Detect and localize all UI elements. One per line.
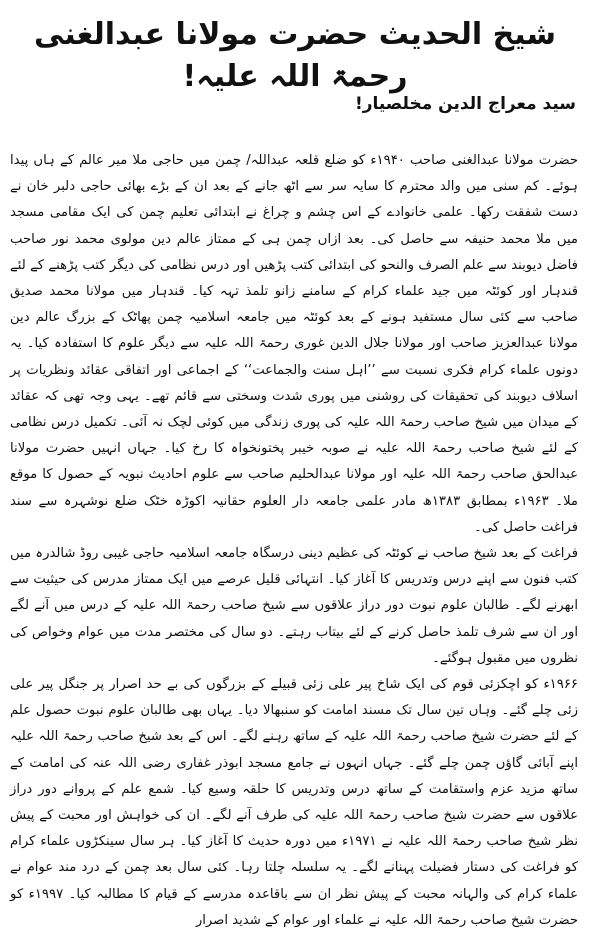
article-paragraph-1: حضرت مولانا عبدالغنی صاحب ۱۹۴۰ء کو ضلع قلعہ عبداللہ/ چمن میں حاجی ملا میر عالم کے ہاں پیدا ہوئے۔ کم سنی میں والد محترم کا سایہ سر سے اٹھ جانے کے بعد ان کے بڑے بھائی حاجی دلبر خان نے دست شفقت رکھا۔ علمی خانوادے کے اس چشم و چراغ نے ابتدائی تعلیم چمن کی ایک مقامی مسجد میں ملا محمد حنیفہ سے حاصل کی۔ بعد ازاں چمن ہی کے ممتاز عالم دین مولوی محمد نور صاحب فاضل دیوبند سے علم الصرف والنحو کی ابتدائی کتب پڑھیں اور درس نظامی کی دیگر کتب پڑھنے کے لئے قندہار اور کوئٹہ میں جید علماء کرام کے سامنے زانو تلمذ تہہ کیا۔ قندہار میں مولانا محمد صدیق صاحب سے کئی سال مستفید ہونے کے بعد کوئٹہ میں جامعہ اسلامیہ چمن پھاٹک کے بزرگ عالم دین مولانا عبدالعزیز صاحب اور مولانا جلال الدین غوری رحمۃ اللہ علیہ سے دیگر علوم کا استفادہ کیا۔ یہ دونوں علماء کرام فکری نسبت سے ’’اہل سنت والجماعت‘‘ کے اجماعی اور اتفاقی عقائد ونظریات پر اسلاف دیوبند کی تحقیقات کی روشنی میں پوری شدت وسختی سے قائم تھے۔ یہی وجہ تھی کہ عقائد کے میدان میں شیخ صاحب رحمۃ اللہ علیہ کی پوری زندگی میں کوئی لچک نہ آئی۔ تکمیل درس نظامی کے لئے شیخ صاحب رحمۃ اللہ علیہ نے صوبہ خیبر پختونخواہ کا رخ کیا۔ جہاں انہیں حضرت مولانا عبدالحق صاحب رحمۃ اللہ علیہ اور مولانا عبدالحلیم صاحب سے علوم احادیث نبویہ کے حصول کا موقع ملا۔ ۱۹۶۳ء بمطابق ۱۳۸۳ھ مادر علمی جامعہ دار العلوم حقانیہ اکوڑہ خٹک ضلع نوشہرہ سے سند فراغت حاصل کی۔ xyxy=(10,153,578,535)
article-paragraph-3: ۱۹۶۶ء کو اچکزئی قوم کی ایک شاخ پیر علی زئی قبیلے کے بزرگوں کی بے حد اصرار پر جنگل پیر علی زئی چلے گئے۔ وہاں تین سال تک مسند امامت کو سنبھالا دیا۔ یہاں بھی طالبان علوم نبوت حصول علم کے لئے حضرت شیخ صاحب رحمۃ اللہ علیہ کے ساتھ رہنے لگے۔ اس کے بعد شیخ صاحب رحمۃ اللہ علیہ اپنے آبائی گاؤں چمن چلے گئے۔ جہاں انہوں نے جامع مسجد ابوذر غفاری رضی اللہ عنہ کی امامت کے ساتھ مزید عزم واستقامت کے ساتھ درس وتدریس کا حلقہ وسیع کیا۔ شمع علم کے پروانے دور دراز علاقوں سے حضرت شیخ صاحب رحمۃ اللہ علیہ کی طرف آنے لگے۔ ان کی خواہش اور محبت کے پیش نظر شیخ صاحب رحمۃ اللہ علیہ نے ۱۹۷۱ء میں دورہ حدیث کا آغاز کیا۔ ہر سال سینکڑوں علماء کرام کو فراغت کی دستار فضیلت پہنانے لگے۔ یہ سلسلہ چلتا رہا۔ کئی سال بعد چمن کے درد مند عوام نے علماء کرام کی والہانہ محبت کے پیش نظر ان سے باقاعدہ مدرسے کے قیام کا مطالبہ کیا۔ ۱۹۹۷ء کو حضرت شیخ صاحب رحمۃ اللہ علیہ نے علماء اور عوام کے شدید اصرار xyxy=(10,677,579,928)
article-paragraph-2: فراغت کے بعد شیخ صاحب نے کوئٹہ کی عظیم دینی درسگاہ جامعہ اسلامیہ حاجی غیبی روڈ شالدرہ میں کتب فنون سے اپنے درس وتدریس کا آغاز کیا۔ انتہائی قلیل عرصے میں ایک ممتاز مدرس کی حیثیت سے ابھرنے لگے۔ طالبان علوم نبوت دور دراز علاقوں سے شیخ صاحب رحمۃ اللہ علیہ کے درس میں آنے لگے اور ان سے شرف تلمذ حاصل کرنے کے لئے بیتاب رہتے۔ دو سال کی مختصر مدت میں عوام وخواص کی نظروں میں مقبول ہوگئے۔ xyxy=(10,546,578,666)
article-body xyxy=(10,148,578,934)
article-author: سید معراج الدین مخلصیار! xyxy=(354,94,576,114)
article-title: شیخ الحدیث حضرت مولانا عبدالغنی رحمۃ اللہ علیہ! xyxy=(33,17,557,94)
